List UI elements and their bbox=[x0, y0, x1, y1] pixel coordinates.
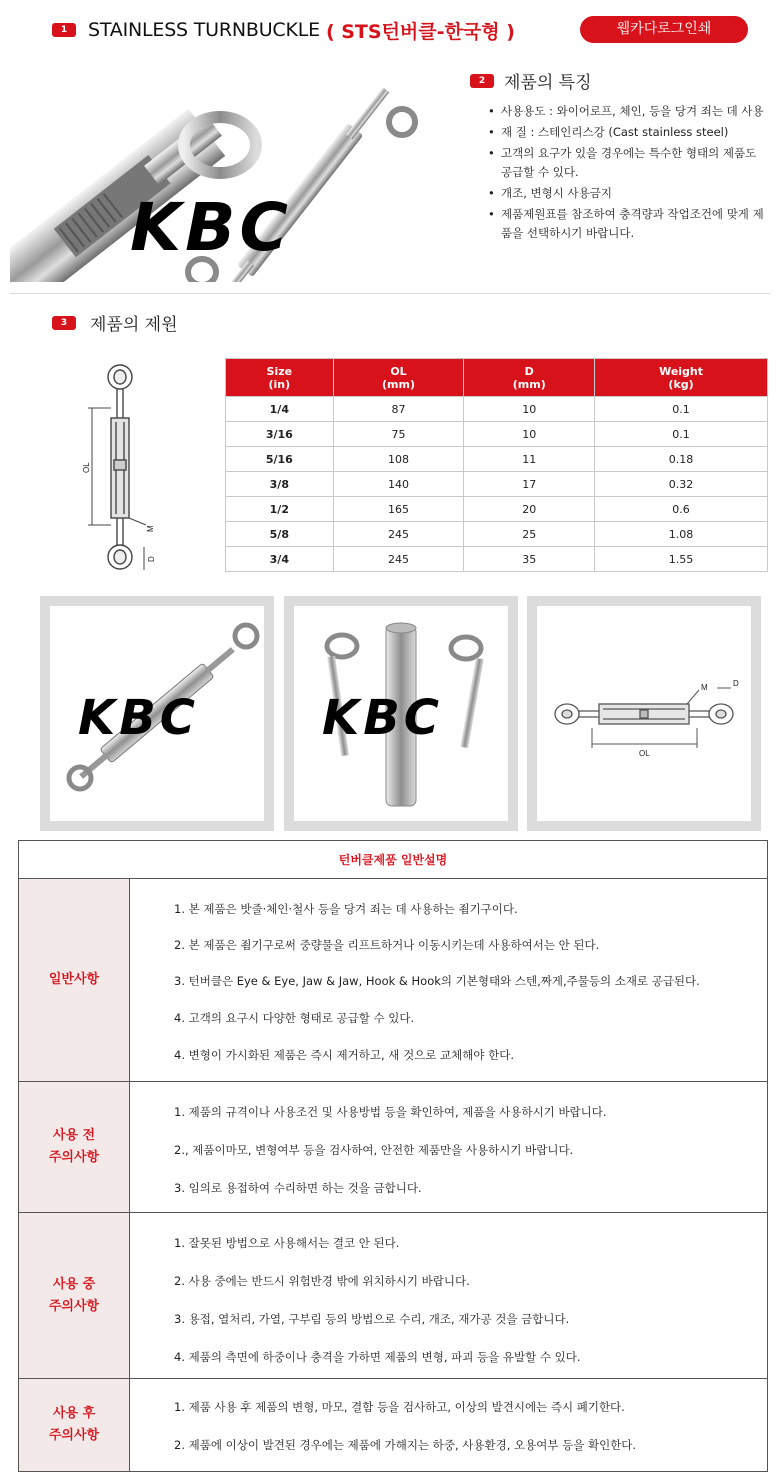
turnbuckle-dimension-diagram bbox=[78, 360, 168, 585]
list-item: • 고객의 요구가 있을 경우에는 특수한 형태의 제품도 공급할 수 있다. bbox=[488, 144, 768, 182]
guide-category: 사용 중 주의사항 bbox=[19, 1213, 130, 1379]
ol-label: OL bbox=[82, 462, 91, 473]
cell-ol: 245 bbox=[333, 547, 464, 572]
guide-category: 일반사항 bbox=[19, 879, 130, 1082]
specs-heading bbox=[52, 310, 178, 335]
guide-item: 2. 제품에 이상이 발견된 경우에는 제품에 가해지는 하중, 사용환경, 오용여부 등을 확인한다. bbox=[174, 1438, 637, 1452]
table-row bbox=[226, 522, 768, 547]
guide-item: 4. 제품의 측면에 하중이나 충격을 가하면 제품의 변형, 파괴 등을 유발할 수 있다. bbox=[174, 1350, 581, 1364]
column-header-weight: Weight (kg) bbox=[595, 359, 768, 397]
guide-item: 1. 제품의 규격이나 사용조건 및 사용방법 등을 확인하여, 제품을 사용하시기 바랍니다. bbox=[174, 1105, 607, 1119]
table-row bbox=[226, 422, 768, 447]
features-heading-text: 제품의 특징 bbox=[504, 73, 592, 93]
table-row bbox=[226, 497, 768, 522]
cell-d: 10 bbox=[464, 397, 595, 422]
cell-ol: 140 bbox=[333, 472, 464, 497]
cell-size: 1/2 bbox=[226, 497, 334, 522]
web-catalog-print-button[interactable]: 웹카다로그인쇄 bbox=[580, 16, 748, 43]
page-title bbox=[52, 16, 515, 44]
cell-size: 3/4 bbox=[226, 547, 334, 572]
guide-item: 2. 사용 중에는 반드시 위험반경 밖에 위치하시기 바랍니다. bbox=[174, 1274, 470, 1288]
column-header-size: Size (in) bbox=[226, 359, 334, 397]
cell-weight: 1.08 bbox=[595, 522, 768, 547]
guide-title: 턴버클제품 일반설명 bbox=[19, 841, 768, 879]
guide-item: 2. 본 제품은 죔기구로써 중량물을 리프트하거나 이동시키는데 사용하여서는 안 된다. bbox=[174, 938, 600, 952]
guide-items bbox=[130, 879, 768, 1082]
section-divider bbox=[10, 293, 770, 294]
cell-weight: 0.6 bbox=[595, 497, 768, 522]
cell-size: 3/16 bbox=[226, 422, 334, 447]
table-row bbox=[226, 472, 768, 497]
m-label: M bbox=[701, 683, 708, 692]
guide-section-before-use bbox=[19, 1082, 768, 1213]
gallery-image-parts[interactable] bbox=[284, 596, 518, 831]
cell-d: 17 bbox=[464, 472, 595, 497]
column-header-d: D (mm) bbox=[464, 359, 595, 397]
gallery-image-turnbuckle[interactable] bbox=[40, 596, 274, 831]
title-text: STAINLESS TURNBUCKLE bbox=[88, 19, 320, 41]
cell-ol: 87 bbox=[333, 397, 464, 422]
kbc-watermark: KBC bbox=[322, 690, 444, 746]
table-row bbox=[226, 547, 768, 572]
guide-item: 3. 턴버클은 Eye & Eye, Jaw & Jaw, Hook & Hook의 기본형태와 스텐,짜게,주물등의 소재로 공급된다. bbox=[174, 974, 700, 988]
guide-item: 4. 변형이 가시화된 제품은 즉시 제거하고, 새 것으로 교체해야 한다. bbox=[174, 1048, 515, 1062]
guide-item: 3. 임의로 용접하여 수리하면 하는 것을 금합니다. bbox=[174, 1181, 422, 1195]
kbc-watermark: KBC bbox=[78, 690, 200, 746]
cell-weight: 0.18 bbox=[595, 447, 768, 472]
cell-weight: 1.55 bbox=[595, 547, 768, 572]
guide-section-after-use bbox=[19, 1379, 768, 1472]
table-header-row bbox=[226, 359, 768, 397]
title-korean: ( STS턴버클-한국형 ) bbox=[325, 20, 515, 43]
cell-size: 5/8 bbox=[226, 522, 334, 547]
table-row bbox=[226, 397, 768, 422]
guide-item: 1. 잘못된 방법으로 사용해서는 결코 안 된다. bbox=[174, 1236, 400, 1250]
cell-weight: 0.1 bbox=[595, 422, 768, 447]
guide-items bbox=[130, 1082, 768, 1213]
guide-item: 2., 제품이마모, 변형여부 등을 검사하여, 안전한 제품만을 사용하시기 바랍니다. bbox=[174, 1143, 574, 1157]
section-badge: 1 bbox=[52, 23, 76, 37]
guide-item: 1. 본 제품은 밧줄·체인·철사 등을 당겨 죄는 데 사용하는 죔기구이다. bbox=[174, 902, 518, 916]
guide-section-during-use bbox=[19, 1213, 768, 1379]
spec-table bbox=[225, 358, 768, 572]
features-heading bbox=[470, 68, 592, 93]
list-item: • 재 질 : 스테인리스강 (Cast stainless steel) bbox=[488, 123, 768, 142]
cell-d: 11 bbox=[464, 447, 595, 472]
list-item: • 제품제원표를 참조하여 충격량과 작업조건에 맞게 제품을 선택하시기 바랍니다. bbox=[488, 205, 768, 243]
cell-d: 25 bbox=[464, 522, 595, 547]
guide-category: 사용 전 주의사항 bbox=[19, 1082, 130, 1213]
list-item: • 개조, 변형시 사용금지 bbox=[488, 184, 768, 203]
d-label: D bbox=[147, 556, 156, 562]
cell-weight: 0.32 bbox=[595, 472, 768, 497]
hero-product-photo bbox=[10, 50, 450, 282]
guide-items bbox=[130, 1213, 768, 1379]
cell-ol: 75 bbox=[333, 422, 464, 447]
m-label: M bbox=[146, 525, 155, 532]
cell-d: 35 bbox=[464, 547, 595, 572]
features-list bbox=[488, 102, 768, 245]
ol-label: OL bbox=[639, 749, 650, 758]
cell-ol: 108 bbox=[333, 447, 464, 472]
turnbuckle-photo-illustration bbox=[10, 50, 450, 282]
general-guide-table bbox=[18, 840, 768, 1472]
section-badge: 3 bbox=[52, 316, 76, 330]
guide-category: 사용 후 주의사항 bbox=[19, 1379, 130, 1472]
guide-item: 3. 용접, 열처리, 가열, 구부림 등의 방법으로 수리, 개조, 재가공 것을 금합니다. bbox=[174, 1312, 570, 1326]
column-header-ol: OL (mm) bbox=[333, 359, 464, 397]
cell-size: 1/4 bbox=[226, 397, 334, 422]
cell-ol: 165 bbox=[333, 497, 464, 522]
cell-ol: 245 bbox=[333, 522, 464, 547]
section-badge: 2 bbox=[470, 74, 494, 88]
kbc-watermark: KBC bbox=[130, 189, 292, 266]
guide-section-general bbox=[19, 879, 768, 1082]
d-label: D bbox=[733, 679, 739, 688]
cell-d: 10 bbox=[464, 422, 595, 447]
specs-heading-text: 제품의 제원 bbox=[90, 315, 178, 335]
cell-d: 20 bbox=[464, 497, 595, 522]
cell-size: 3/8 bbox=[226, 472, 334, 497]
guide-items bbox=[130, 1379, 768, 1472]
cell-weight: 0.1 bbox=[595, 397, 768, 422]
guide-item: 1. 제품 사용 후 제품의 변형, 마모, 결함 등을 검사하고, 이상의 발견시에는 즉시 폐기한다. bbox=[174, 1400, 625, 1414]
table-row bbox=[226, 447, 768, 472]
list-item: • 사용용도 : 와이어로프, 체인, 등을 당겨 죄는 데 사용 bbox=[488, 102, 768, 121]
cell-size: 5/16 bbox=[226, 447, 334, 472]
guide-item: 4. 고객의 요구시 다양한 형태로 공급할 수 있다. bbox=[174, 1011, 415, 1025]
gallery-image-dimension-drawing[interactable] bbox=[527, 596, 761, 831]
